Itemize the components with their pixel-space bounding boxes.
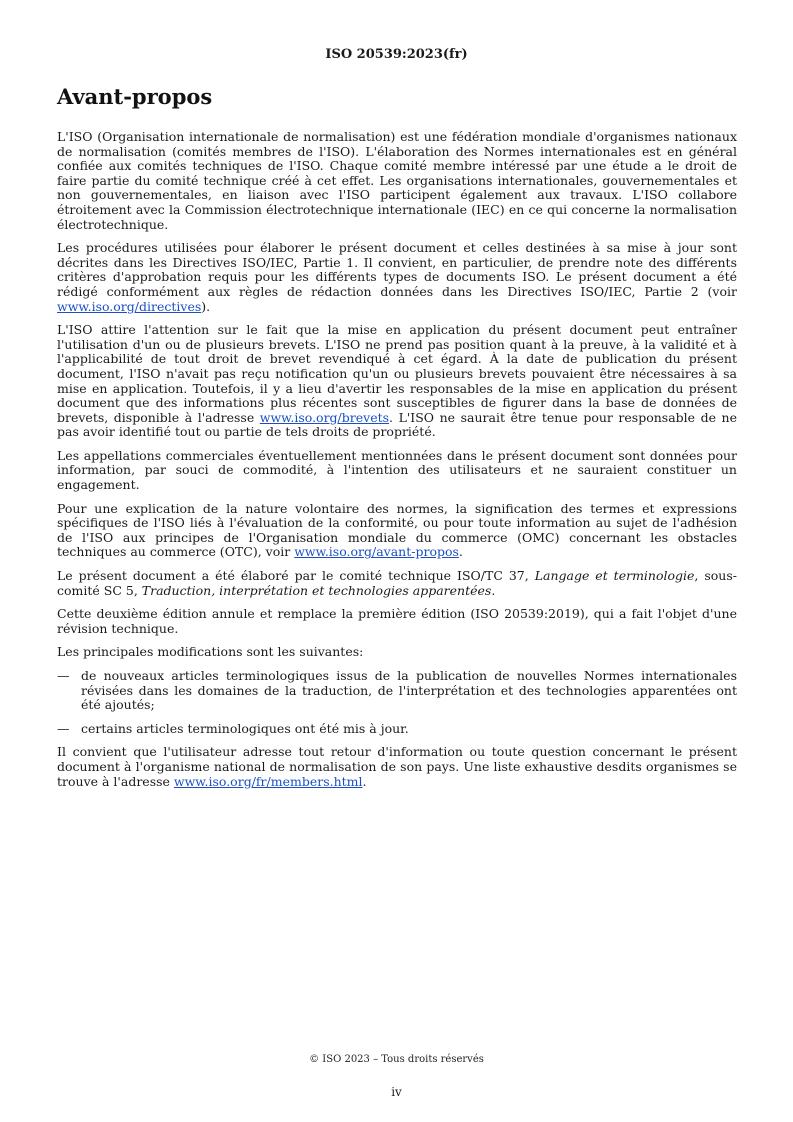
subcommittee-name: Traduction, interprétation et technologies apparentées [141, 582, 492, 598]
paragraph-iso-intro: L'ISO (Organisation internationale de normalisation) est une fédération mondiale d'organismes nationaux de normalisation (comités membres de l'ISO). L'élaboration des Normes internationales est en général confiée aux comités techniques de l'ISO. Chaque comité membre intéressé par une étude a le droit de faire partie du comité technique créé à cet effet. Les organisations internationales, gouvernementales et non gouvernementales, en liaison avec l'ISO participent également aux travaux. L'ISO collabore étroitement avec la Commission électrotechnique internationale (IEC) en ce qui concerne la normalisation électrotechnique. [57, 129, 737, 232]
paragraph-text: Il convient que l'utilisateur adresse tout retour d'information ou toute question concernant le présent document à l'organisme national de normalisation de son pays. Une liste exhaustive desdits organismes se trouve à l'adresse [57, 744, 737, 789]
paragraph-text: Les procédures utilisées pour élaborer le présent document et celles destinées à sa mise à jour sont décrites dans les Directives ISO/IEC, Partie 1. Il convient, en particulier, de prendre note des différents critères d'approbation requis pour les différents types de documents ISO. Le présent document a été rédigé conformément aux règles de rédaction données dans les Directives ISO/IEC, Partie 2 (voir [57, 240, 737, 299]
committee-name: Langage et terminologie [534, 568, 695, 584]
paragraph-text-end: . L'ISO ne saurait être tenue pour responsable de ne pas avoir identifié tout ou partie de tels droits de propriété. [57, 409, 737, 440]
members-link[interactable]: www.iso.org/fr/members.html [173, 773, 363, 789]
document-body [57, 130, 737, 798]
dash-marker: — [57, 668, 70, 683]
copyright-footer: © ISO 2023 – Tous droits réservés [309, 1054, 484, 1065]
dash-marker: — [57, 720, 70, 736]
list-item-text: de nouveaux articles terminologiques issus de la publication de nouvelles Normes internationales révisées dans les domaines de la traduction, de l'interprétation et des technologies apparentées ont été ajoutés; [81, 668, 737, 713]
page-title: Avant-propos [57, 84, 213, 109]
foreword-link[interactable]: www.iso.org/avant-propos [294, 544, 459, 560]
paragraph-feedback [57, 745, 737, 789]
page-number: iv [391, 1085, 402, 1099]
paragraph-text-end: ). [201, 298, 211, 314]
paragraph-text-end: . [491, 582, 496, 598]
paragraph-committee [57, 569, 737, 598]
paragraph-voluntary-nature [57, 502, 737, 560]
patents-link[interactable]: www.iso.org/brevets [259, 409, 390, 425]
list-item [57, 722, 737, 737]
paragraph-text: Le présent document a été élaboré par le comité technique ISO/TC 37, [57, 568, 535, 584]
list-item [57, 669, 737, 713]
paragraph-trade-names: Les appellations commerciales éventuellement mentionnées dans le présent document sont données pour information, par souci de commodité, à l'intention des utilisateurs et ne sauraient constituer un engagement. [57, 447, 737, 493]
document-id-header: ISO 20539:2023(fr) [325, 47, 468, 62]
directives-link[interactable]: www.iso.org/directives [57, 298, 202, 314]
list-item-text: certains articles terminologiques ont été mis à jour. [81, 720, 409, 736]
paragraph-text: Pour une explication de la nature volontaire des normes, la signification des termes et expressions spécifiques de l'ISO liés à l'évaluation de la conformité, ou pour toute information au sujet de l'adhésion de l'ISO aux principes de l'Organisation mondiale du commerce (OMC) concernant les obstacles techniques au commerce (OTC), voir [57, 500, 737, 560]
paragraph-text: , sous-comité SC 5, [57, 568, 737, 598]
paragraph-changes-intro: Les principales modifications sont les suivantes: [57, 644, 364, 660]
paragraph-text-end: . [458, 544, 463, 560]
paragraph-patents [57, 323, 737, 440]
paragraph-text: L'ISO attire l'attention sur le fait que la mise en application du présent document peut entraîner l'utilisation d'un ou de plusieurs brevets. L'ISO ne prend pas position quant à la preuve, à la validité et à l'applicabilité de tout droit de brevet revendiqué à cet égard. À la date de publication du présent document, l'ISO n'avait pas reçu notification qu'un ou plusieurs brevets pouvaient être nécessaires à sa mise en application. Toutefois, il y a lieu d'avertir les responsables de la mise en application du présent document que des informations plus récentes sont susceptibles de figurer dans la base de données de brevets, disponible à l'adresse [57, 322, 737, 425]
paragraph-edition: Cette deuxième édition annule et remplace la première édition (ISO 20539:2019), qui a fait l'objet d'une révision technique. [57, 606, 737, 636]
paragraph-procedures [57, 241, 737, 314]
paragraph-text-end: . [362, 773, 367, 789]
